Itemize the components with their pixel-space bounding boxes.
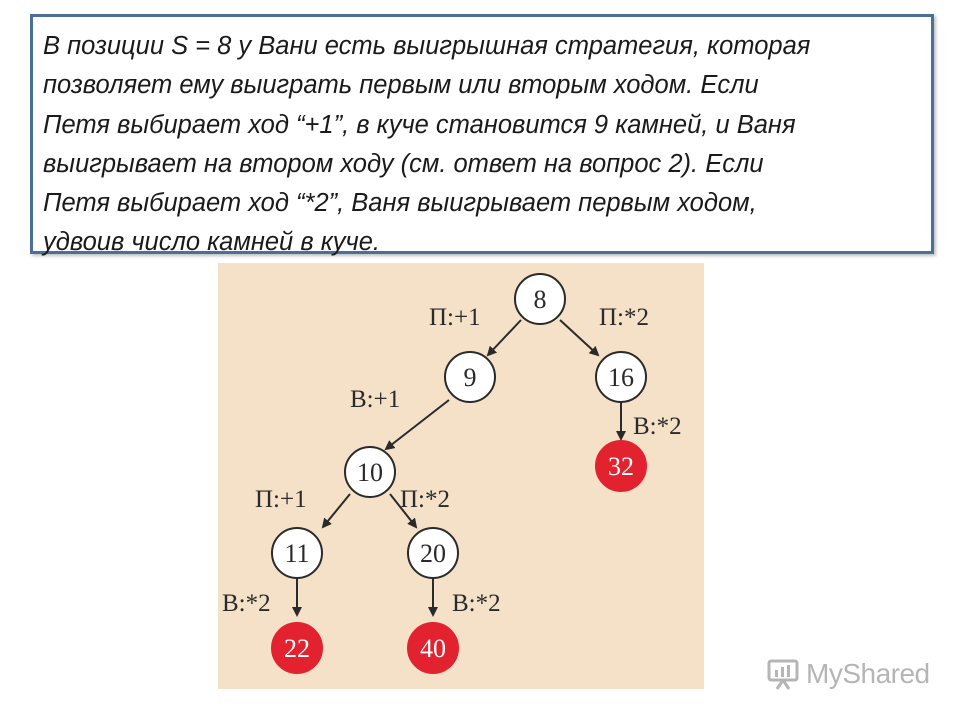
edge-label-16-32: В:*2 <box>633 413 682 440</box>
node-10 <box>345 447 395 497</box>
edge-8-to-9 <box>488 320 521 355</box>
node-32-win <box>596 441 646 491</box>
node-32-label: 32 <box>608 452 634 481</box>
game-tree-svg <box>218 263 704 689</box>
node-11 <box>272 528 322 578</box>
node-20-label: 20 <box>420 539 446 568</box>
paragraph-line-2: позволяет ему выиграть первым или вторым ходом. Если <box>43 71 759 100</box>
paragraph-line-5: Петя выбирает ход “*2”, Ваня выигрывает первым ходом, <box>43 189 757 218</box>
paragraph-line-6: удвоив число камней в куче. <box>43 228 380 257</box>
node-11-label: 11 <box>284 539 310 568</box>
node-40-label: 40 <box>420 634 446 663</box>
presentation-icon <box>766 657 800 691</box>
node-9-label: 9 <box>463 363 477 392</box>
node-22-label: 22 <box>284 634 310 663</box>
text-box <box>30 14 934 257</box>
paragraph-line-1: В позиции S = 8 у Вани есть выигрышная стратегия, которая <box>43 32 811 60</box>
edge-label-8-9: П:+1 <box>429 304 481 331</box>
node-20 <box>408 528 458 578</box>
paragraph-line-3: Петя выбирает ход “+1”, в куче становится 9 камней, и Ваня <box>43 110 796 139</box>
node-16 <box>596 352 646 402</box>
node-8 <box>515 274 565 324</box>
edge-10-to-11 <box>323 494 350 527</box>
node-22-win <box>272 623 322 673</box>
game-tree-diagram <box>218 263 704 689</box>
node-8-label: 8 <box>533 285 547 314</box>
watermark-text: MyShared <box>806 658 930 689</box>
edge-label-20-40: В:*2 <box>452 590 501 617</box>
node-9 <box>445 352 495 402</box>
node-10-label: 10 <box>357 458 383 487</box>
edge-label-9-10: В:+1 <box>350 386 401 413</box>
edge-8-to-16 <box>560 320 598 355</box>
node-16-label: 16 <box>608 363 634 392</box>
edge-label-8-16: П:*2 <box>599 304 649 331</box>
edge-label-10-20: П:*2 <box>400 486 450 513</box>
node-40-win <box>408 623 458 673</box>
edge-label-11-22: В:*2 <box>222 590 271 617</box>
edge-label-10-11: П:+1 <box>255 486 307 513</box>
paragraph-line-4: выигрывает на втором ходу (см. ответ на вопрос 2). Если <box>43 149 764 178</box>
myshared-watermark <box>766 654 930 694</box>
